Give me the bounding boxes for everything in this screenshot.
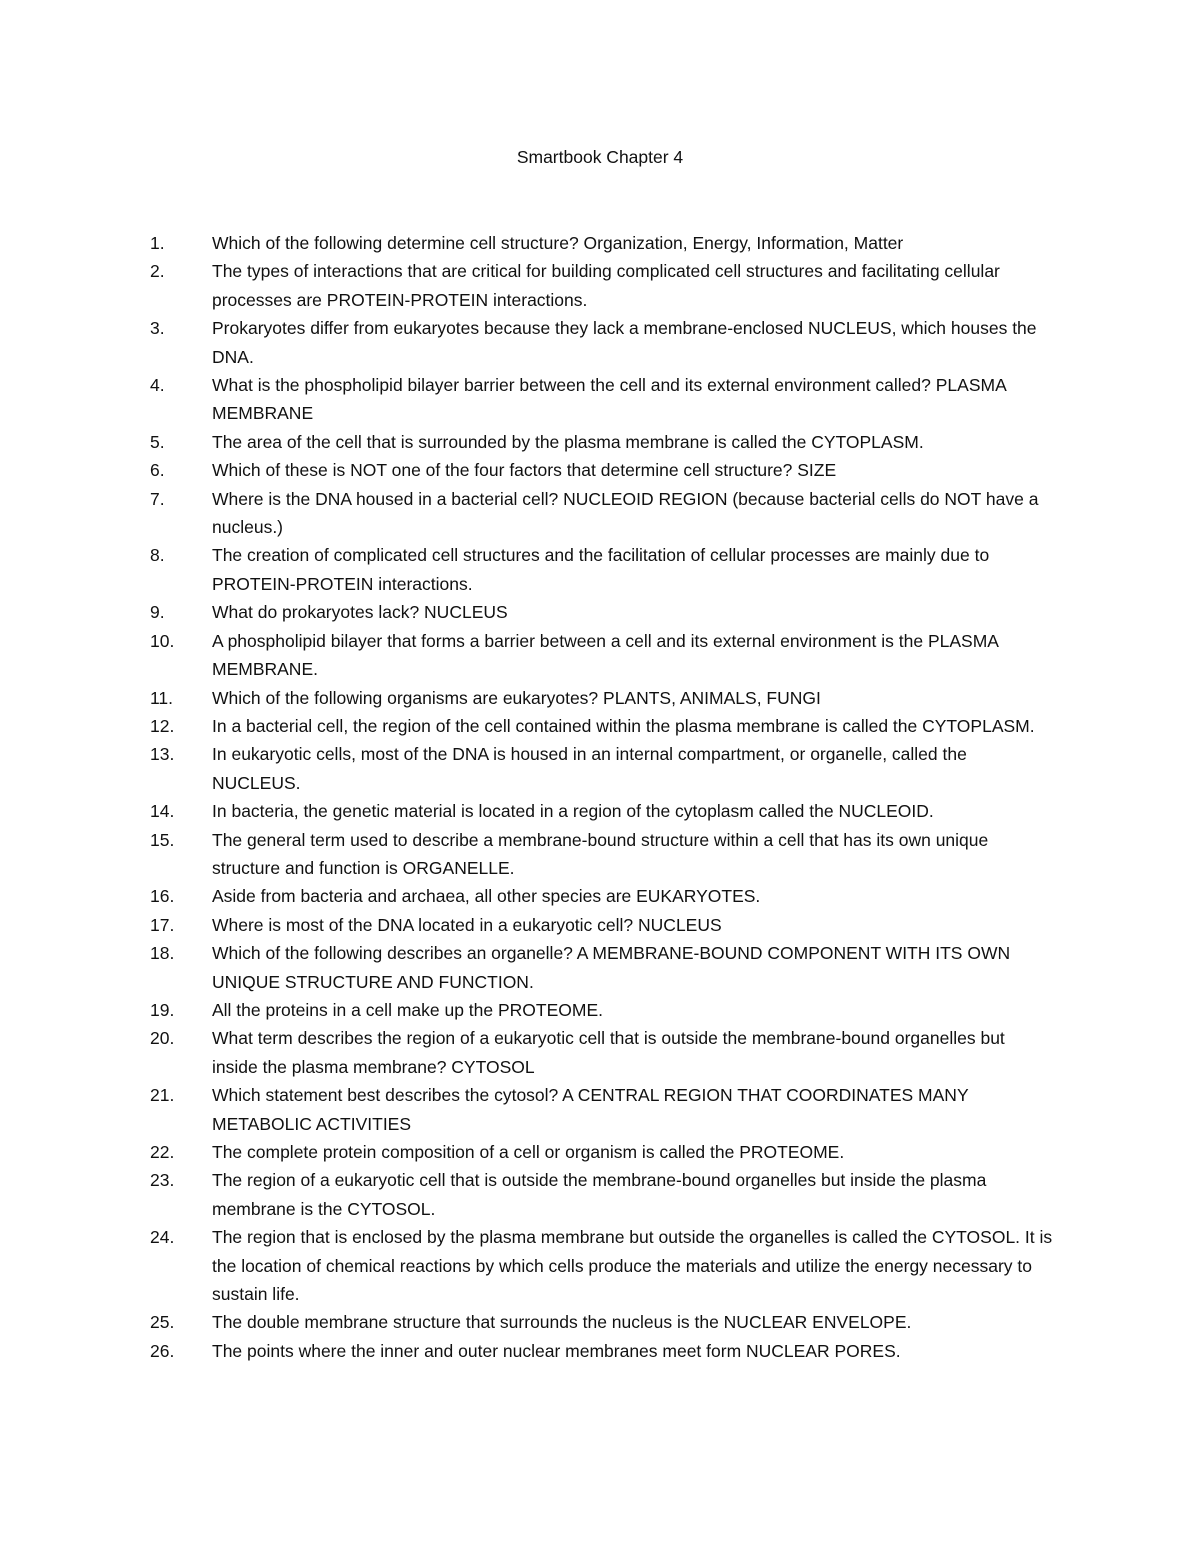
list-item	[0, 797, 1200, 825]
list-item	[0, 740, 1200, 797]
item-number	[140, 1308, 202, 1336]
item-number	[140, 996, 202, 1024]
item-number-label: 15.	[150, 829, 175, 850]
item-number-label: 4.	[150, 375, 165, 396]
item-text: The complete protein composition of a cell or organism is called the PROTEOME.	[212, 1142, 845, 1162]
item-number	[140, 797, 202, 825]
item-number	[140, 882, 202, 910]
list-item	[0, 371, 1200, 428]
list-item	[0, 1223, 1200, 1308]
item-number-label: 17.	[150, 914, 175, 935]
item-number	[140, 428, 202, 456]
item-number	[140, 598, 202, 626]
item-number-label: 1.	[150, 233, 165, 253]
item-number	[140, 371, 202, 399]
item-text: The region that is enclosed by the plasma membrane but outside the organelles is called the CYTOSOL. It is the location of chemical reactions by which cells produce the materials and utilize the energy necessary to sustain life.	[212, 1227, 1053, 1305]
item-text: Which of the following organisms are eukaryotes? PLANTS, ANIMALS, FUNGI	[212, 687, 821, 708]
item-number-label: 13.	[150, 744, 175, 765]
list-item	[0, 1308, 1200, 1336]
item-number	[140, 684, 202, 712]
list-item	[0, 996, 1200, 1024]
item-number	[140, 456, 202, 484]
item-number-label: 18.	[150, 943, 175, 964]
item-number	[140, 541, 202, 569]
item-number	[140, 1166, 202, 1194]
list-item	[0, 1024, 1200, 1081]
item-text: Which of the following determine cell structure? Organization, Energy, Information, Matter	[212, 233, 904, 253]
list-item	[0, 229, 1200, 257]
item-text: Which statement best describes the cytosol? A CENTRAL REGION THAT COORDINATES MANY METABOLIC ACTIVITIES	[212, 1085, 969, 1134]
item-text: What term describes the region of a eukaryotic cell that is outside the membrane-bound organelles but inside the plasma membrane? CYTOSOL	[212, 1028, 1005, 1077]
item-text: Which of the following describes an organelle? A MEMBRANE-BOUND COMPONENT WITH ITS OWN UNIQUE STRUCTURE AND FUNCTION.	[212, 943, 1011, 992]
item-text: The general term used to describe a membrane-bound structure within a cell that has its own unique structure and function is ORGANELLE.	[212, 829, 989, 878]
item-number-label: 22.	[150, 1142, 175, 1162]
item-number-label: 5.	[150, 431, 165, 452]
list-item	[0, 1337, 1200, 1365]
list-item	[0, 541, 1200, 598]
item-number	[140, 939, 202, 967]
item-number	[140, 740, 202, 768]
item-number	[140, 1337, 202, 1365]
item-number	[140, 314, 202, 342]
item-number-label: 16.	[150, 886, 175, 907]
item-number-label: 19.	[150, 999, 175, 1020]
list-item	[0, 911, 1200, 939]
list-item	[0, 428, 1200, 456]
item-number-label: 3.	[150, 318, 165, 339]
item-text: The region of a eukaryotic cell that is outside the membrane-bound organelles but inside the plasma membrane is the CYTOSOL.	[212, 1170, 987, 1219]
item-number-label: 11.	[150, 687, 174, 708]
item-number-label: 6.	[150, 460, 165, 481]
list-item	[0, 712, 1200, 740]
item-number-label: 14.	[150, 801, 175, 822]
item-text: In eukaryotic cells, most of the DNA is housed in an internal compartment, or organelle, called the NUCLEUS.	[212, 744, 967, 793]
item-text: The creation of complicated cell structures and the facilitation of cellular processes are mainly due to PROTEIN-PROTEIN interactions.	[212, 545, 990, 594]
list-item	[0, 826, 1200, 883]
list-item	[0, 314, 1200, 371]
item-text: Where is most of the DNA located in a eukaryotic cell? NUCLEUS	[212, 914, 722, 935]
item-text: Where is the DNA housed in a bacterial cell? NUCLEOID REGION (because bacterial cells do NOT have a nucleus.)	[212, 488, 1039, 538]
item-text: All the proteins in a cell make up the PROTEOME.	[212, 999, 603, 1020]
item-number	[140, 1138, 202, 1166]
item-text: Which of these is NOT one of the four factors that determine cell structure? SIZE	[212, 460, 837, 481]
item-number-label: 10.	[150, 630, 175, 651]
item-number	[140, 485, 202, 513]
item-number	[140, 229, 202, 257]
item-number-label: 25.	[150, 1312, 175, 1333]
item-number-label: 21.	[150, 1085, 175, 1106]
list-item	[0, 1166, 1200, 1223]
item-number	[140, 1223, 202, 1251]
item-number-label: 23.	[150, 1170, 175, 1191]
item-number	[140, 826, 202, 854]
item-text: Aside from bacteria and archaea, all other species are EUKARYOTES.	[212, 886, 761, 907]
item-number	[140, 627, 202, 655]
item-number-label: 8.	[150, 545, 165, 566]
item-text: What is the phospholipid bilayer barrier between the cell and its external environment called? PLASMA MEMBRANE	[212, 375, 1006, 424]
list-item	[0, 939, 1200, 996]
item-number	[140, 712, 202, 740]
item-text: The double membrane structure that surrounds the nucleus is the NUCLEAR ENVELOPE.	[212, 1312, 912, 1333]
item-number-label: 20.	[150, 1028, 175, 1049]
item-number	[140, 1081, 202, 1109]
item-text: What do prokaryotes lack? NUCLEUS	[212, 602, 508, 623]
list-item	[0, 882, 1200, 910]
item-number-label: 24.	[150, 1227, 175, 1248]
item-number-label: 2.	[150, 261, 165, 282]
list-item	[0, 1138, 1200, 1166]
list-item	[0, 456, 1200, 484]
list-item	[0, 627, 1200, 684]
item-text: The area of the cell that is surrounded by the plasma membrane is called the CYTOPLASM.	[212, 431, 924, 452]
item-number-label: 26.	[150, 1340, 175, 1361]
item-number-label: 9.	[150, 602, 165, 623]
item-text: In a bacterial cell, the region of the cell contained within the plasma membrane is called the CYTOPLASM.	[212, 715, 1035, 736]
item-text: In bacteria, the genetic material is located in a region of the cytoplasm called the NUCLEOID.	[212, 801, 934, 822]
item-number-label: 7.	[150, 488, 165, 509]
list-item	[0, 485, 1200, 542]
item-text: A phospholipid bilayer that forms a barrier between a cell and its external environment is the PLASMA MEMBRANE.	[212, 630, 998, 680]
item-text: The types of interactions that are critical for building complicated cell structures and facilitating cellular processes are PROTEIN-PROTEIN interactions.	[212, 261, 1000, 310]
item-number	[140, 911, 202, 939]
item-text: The points where the inner and outer nuclear membranes meet form NUCLEAR PORES.	[212, 1340, 901, 1361]
item-text: Prokaryotes differ from eukaryotes because they lack a membrane-enclosed NUCLEUS, which houses the DNA.	[212, 318, 1037, 367]
item-number-label: 12.	[150, 715, 175, 736]
list-item	[0, 1081, 1200, 1138]
question-list	[0, 229, 1200, 1365]
item-number	[140, 1024, 202, 1052]
document-title: Smartbook Chapter 4	[516, 147, 684, 167]
list-item	[0, 684, 1200, 712]
list-item	[0, 257, 1200, 314]
item-number	[140, 257, 202, 285]
list-item	[0, 598, 1200, 626]
